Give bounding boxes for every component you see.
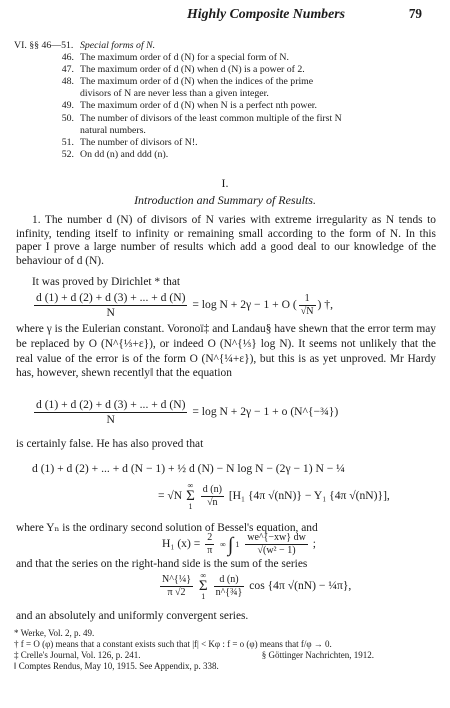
- footnote: * Werke, Vol. 2, p. 49.: [14, 628, 95, 638]
- toc-entry: [14, 113, 434, 125]
- equation-denominator: N: [106, 305, 115, 319]
- equation-part: ;: [312, 537, 316, 551]
- page-header: [110, 6, 422, 22]
- summation-sign: ∞ Σ 1: [186, 481, 195, 511]
- toc-entry-number: 50.: [61, 112, 74, 124]
- equation-denominator: π: [207, 545, 213, 556]
- section-title: Introduction and Summary of Results.: [134, 193, 316, 207]
- toc-entry-text: The number of divisors of the least common multiple of the first N: [80, 112, 342, 124]
- equation-denominator: N: [106, 412, 115, 426]
- equation-fraction: [34, 291, 187, 320]
- integral-sign: ∞ ∫ 1: [220, 533, 240, 556]
- equation-part: = √N: [158, 489, 183, 503]
- equation-denominator: √n: [207, 497, 218, 508]
- paragraph-intro: 1. The number d (N) of divisors of N varies with extreme irregularity as N tends to infinity, tending itself to infinity or remaining small according to the form of N. In this paper I prove a large number of results which add a good deal to our knowledge of the behaviour of d (N).: [16, 214, 436, 268]
- summation-lower: 1: [201, 592, 206, 601]
- footnotes: [14, 628, 434, 672]
- equation-rhs: = log N + 2γ − 1 + O: [192, 298, 290, 312]
- toc-section-range: VI. §§ 46—51.: [14, 40, 74, 51]
- toc-entry: [14, 52, 434, 64]
- toc-entry-number: 48.: [61, 76, 74, 88]
- equation-numerator: d (n): [202, 484, 222, 495]
- toc-entry-number: [54, 40, 80, 52]
- summation-lower: 1: [188, 502, 193, 511]
- equation-fraction: [205, 532, 214, 557]
- equation-hardy-lhs: d (1) + d (2) + ... + d (N − 1) + ½ d (N) − N log N − (2γ − 1) N − ¼: [32, 462, 345, 475]
- equation-denominator: n^{¾}: [215, 587, 243, 598]
- equation-fraction: [201, 484, 224, 509]
- equation-series: [0, 572, 450, 601]
- page-number: 79: [408, 6, 422, 21]
- equation-denominator: √N: [300, 305, 314, 317]
- equation-part: cos {4π √(nN) − ¼π},: [249, 579, 352, 593]
- toc-entry-text: The number of divisors of N!.: [80, 136, 198, 148]
- equation-fraction: [160, 574, 193, 599]
- equation-footnote-mark: †,: [324, 298, 333, 312]
- footnote: ‡ Crelle's Journal, Vol. 126, p. 241.: [14, 650, 141, 660]
- summation-sign: ∞ Σ 1: [198, 571, 208, 601]
- equation-denominator: π √2: [167, 587, 186, 598]
- equation-numerator: d (1) + d (2) + d (3) + ... + d (N): [36, 398, 186, 411]
- integral-upper: ∞: [220, 539, 226, 549]
- equation-numerator: N^{¼}: [162, 574, 192, 585]
- toc-entry-number: 52.: [61, 148, 74, 160]
- toc-entry-text: The maximum order of d (N) when d (N) is a power of 2.: [80, 64, 305, 76]
- equation-numerator: 2: [205, 532, 214, 545]
- summation-upper: ∞: [200, 571, 207, 580]
- equation-fraction: [34, 398, 187, 427]
- toc-entry: [14, 76, 434, 88]
- footnote-pair: [14, 650, 434, 661]
- toc-entry-text: On dd (n) and ddd (n).: [80, 148, 169, 160]
- footnote: ‖ Comptes Rendus, May 10, 1915. See Appendix, p. 338.: [14, 661, 219, 671]
- toc-entry-text: Special forms of N.: [80, 40, 156, 51]
- paragraph-error-term: where γ is the Eulerian constant. Voronoï‡ and Landau§ have shewn that the error term may be replaced by O (N^{⅓+ε}), or indeed O (N^{⅓} log N). It seems not unlikely that the real value of the error is of the form O (N^{¼+ε}), but this is as yet unproved. Mr Hardy has, however, shewn recently‖ that the equation: [16, 323, 436, 380]
- toc-entry: [14, 64, 434, 76]
- paragraph-bessel: where Yₙ is the ordinary second solution of Bessel's equation, and: [16, 522, 318, 534]
- paragraph-hardy: is certainly false. He has also proved that: [16, 438, 204, 450]
- equation-part: H₁ (x) =: [162, 537, 201, 551]
- toc-entry-text: The maximum order of d (N) when the indices of the prime: [80, 76, 314, 88]
- equation-fraction: [214, 574, 245, 599]
- section-number: I.: [221, 176, 229, 190]
- equation-h1: [0, 532, 450, 557]
- paragraph-dirichlet: It was proved by Dirichlet * that: [32, 276, 181, 288]
- equation-false: [0, 398, 450, 427]
- equation-hardy-rhs: [0, 482, 450, 511]
- toc-entry-text: The maximum order of d (N) for a special form of N.: [80, 52, 289, 64]
- equation-numerator: 1: [299, 293, 316, 306]
- toc-entry-number: 46.: [61, 52, 74, 64]
- footnote: § Göttinger Nachrichten, 1912.: [261, 650, 374, 660]
- integral-lower: 1: [235, 539, 240, 549]
- equation-denominator: √(w² − 1): [257, 545, 296, 556]
- equation-dirichlet: $\frac{d (1) + d (2) + d (3) + ... + d (N)}{N}$ = log N + 2γ − 1 + O ( $\frac{1}{√N}$ ) †,: [36, 291, 333, 319]
- toc-entry-number: 49.: [61, 100, 74, 112]
- toc-entry: [14, 149, 434, 161]
- toc-entry: [14, 40, 434, 52]
- equation-numerator: we^{−xw} dw: [247, 532, 306, 543]
- paragraph-series: and that the series on the right-hand side is the sum of the series: [16, 558, 308, 570]
- toc-entry-number: 47.: [61, 64, 74, 76]
- summation-upper: ∞: [187, 481, 194, 490]
- toc-entry: [14, 137, 434, 149]
- toc-entry-text: The maximum order of d (N) when N is a perfect nth power.: [80, 100, 317, 112]
- toc-entry-continuation: divisors of N are never less than a given integer.: [80, 88, 269, 100]
- toc-entry: [14, 100, 434, 112]
- equation-rhs: = log N + 2γ − 1 + o (N^{−¾}): [192, 405, 339, 419]
- equation-fraction: [245, 532, 308, 557]
- equation-numerator: d (n): [214, 574, 245, 587]
- toc-entry-continuation: natural numbers.: [80, 124, 146, 136]
- equation-numerator: d (1) + d (2) + d (3) + ... + d (N): [36, 291, 186, 304]
- running-title: Highly Composite Numbers: [187, 6, 345, 21]
- footnote: † f = O (φ) means that a constant exists such that |f| < Kφ : f = o (φ) means that f/φ → 0.: [14, 639, 332, 649]
- paragraph-convergent: and an absolutely and uniformly convergent series.: [16, 610, 249, 622]
- toc-entry-number: 51.: [61, 136, 74, 148]
- equation-fraction: [299, 293, 316, 318]
- table-of-contents: [14, 40, 434, 161]
- equation-part: [H₁ {4π √(nN)} − Y₁ {4π √(nN)}],: [228, 489, 390, 503]
